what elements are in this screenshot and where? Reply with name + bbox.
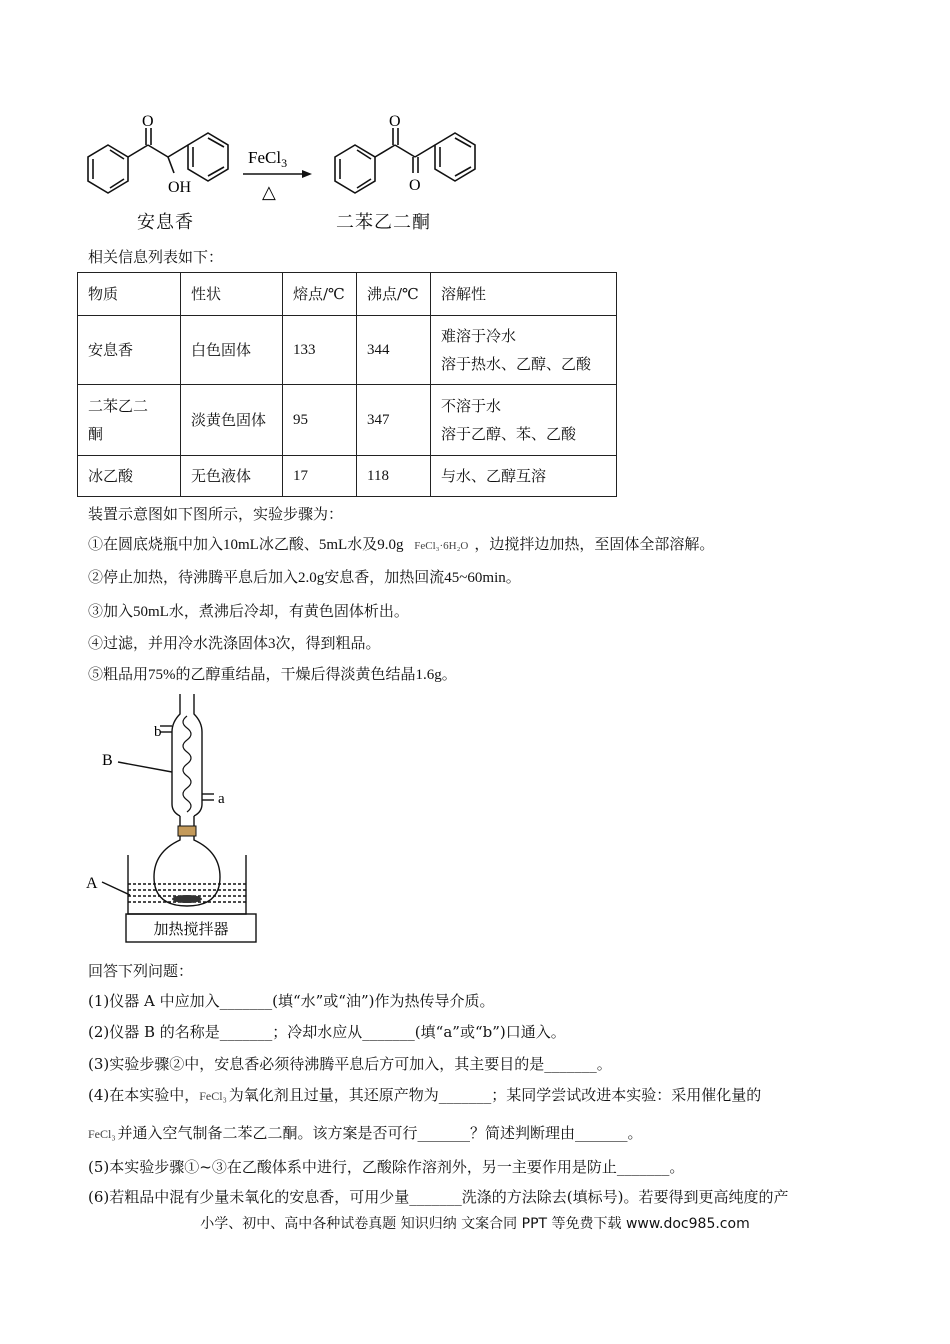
header-cell: 熔点/℃: [283, 273, 357, 316]
heat-symbol: △: [262, 182, 276, 203]
cell-name: 冰乙酸: [78, 456, 181, 497]
header-cell: 沸点/℃: [357, 273, 431, 316]
steps-intro: 装置示意图如下图所示，实验步骤为：: [88, 505, 344, 523]
cell-form: 白色固体: [181, 316, 283, 385]
svg-text:B: B: [102, 752, 113, 769]
question-4-part-1: (4)在本实验中，FeCl₃ 为氧化剂且过量，其还原产物为_______；某同学尝试改进本实验：采用催化量的: [88, 1086, 762, 1104]
question-3: (3)实验步骤②中，安息香必须待沸腾平息后方可加入，其主要目的是_______。: [88, 1055, 612, 1073]
cell-mp: 133: [283, 316, 357, 385]
cell-solubility: 与水、乙醇互溶: [431, 456, 617, 497]
benzoin-o-label: O: [142, 113, 154, 130]
table-row: [78, 385, 617, 456]
step-1: ①在圆底烧瓶中加入10mL冰乙酸、5mL水及9.0g FeCl₃·6H₂O ，边搅拌边加热，至固体全部溶解。: [88, 535, 715, 553]
svg-text:A: A: [86, 875, 98, 892]
cell-bp: 118: [357, 456, 431, 497]
question-6: (6)若粗品中混有少量未氧化的安息香，可用少量_______洗涤的方法除去(填标号)。若要得到更高纯度的产: [88, 1188, 789, 1206]
table-header-row: [78, 273, 617, 316]
table-row: [78, 456, 617, 497]
reactant-name: 安息香: [137, 212, 194, 233]
cell-mp: 95: [283, 385, 357, 456]
reagent-label: FeCl$_3$: [248, 148, 288, 170]
benzil-o-top: O: [389, 113, 401, 130]
question-5: (5)本实验步骤①~③在乙酸体系中进行，乙酸除作溶剂外，另一主要作用是防止_______。: [88, 1158, 685, 1176]
header-cell: 溶解性: [431, 273, 617, 316]
table-row: [78, 316, 617, 385]
step-5: ⑤粗品用75%的乙醇重结晶，干燥后得淡黄色结晶1.6g。: [88, 665, 457, 683]
question-4-part-2: FeCl₃ 并通入空气制备二苯乙二酮。该方案是否可行_______？简述判断理由_______。: [88, 1124, 643, 1142]
table-intro: 相关信息列表如下：: [88, 248, 224, 266]
reaction-arrow: [243, 170, 312, 178]
header-cell: 性状: [181, 273, 283, 316]
benzoin-structure: [88, 128, 228, 193]
cell-name: 二苯乙二 酮: [78, 385, 181, 456]
properties-table: [77, 272, 617, 497]
cell-solubility: 难溶于冷水 溶于热水、乙醇、乙酸: [431, 316, 617, 385]
cell-solubility: 不溶于水 溶于乙醇、苯、乙酸: [431, 385, 617, 456]
questions-intro: 回答下列问题：: [88, 962, 194, 980]
svg-text:a: a: [218, 791, 225, 807]
svg-text:加热搅拌器: 加热搅拌器: [153, 920, 229, 938]
question-2: (2)仪器 B 的名称是_______；冷却水应从_______(填“a”或“b”)口通入。: [88, 1023, 566, 1041]
cell-form: 无色液体: [181, 456, 283, 497]
apparatus-diagram: [80, 692, 280, 947]
cell-mp: 17: [283, 456, 357, 497]
step-4: ④过滤，并用冷水洗涤固体3次，得到粗品。: [88, 634, 381, 652]
product-name: 二苯乙二酮: [336, 212, 431, 233]
cell-form: 淡黄色固体: [181, 385, 283, 456]
svg-text:b: b: [154, 724, 162, 740]
question-1: (1)仪器 A 中应加入_______(填“水”或“油”)作为热传导介质。: [88, 992, 495, 1010]
page-footer: 小学、初中、高中各种试卷真题 知识归纳 文案合同 PPT 等免费下载 www.doc985.com: [200, 1216, 750, 1232]
cell-name: 安息香: [78, 316, 181, 385]
benzil-o-bottom: O: [409, 177, 421, 194]
step-2: ②停止加热，待沸腾平息后加入2.0g安息香，加热回流45~60min。: [88, 568, 521, 586]
benzil-structure: [335, 128, 475, 193]
step-3: ③加入50mL水，煮沸后冷却，有黄色固体析出。: [88, 602, 409, 620]
header-cell: 物质: [78, 273, 181, 316]
cell-bp: 347: [357, 385, 431, 456]
benzoin-oh-label: OH: [168, 179, 192, 196]
cell-bp: 344: [357, 316, 431, 385]
